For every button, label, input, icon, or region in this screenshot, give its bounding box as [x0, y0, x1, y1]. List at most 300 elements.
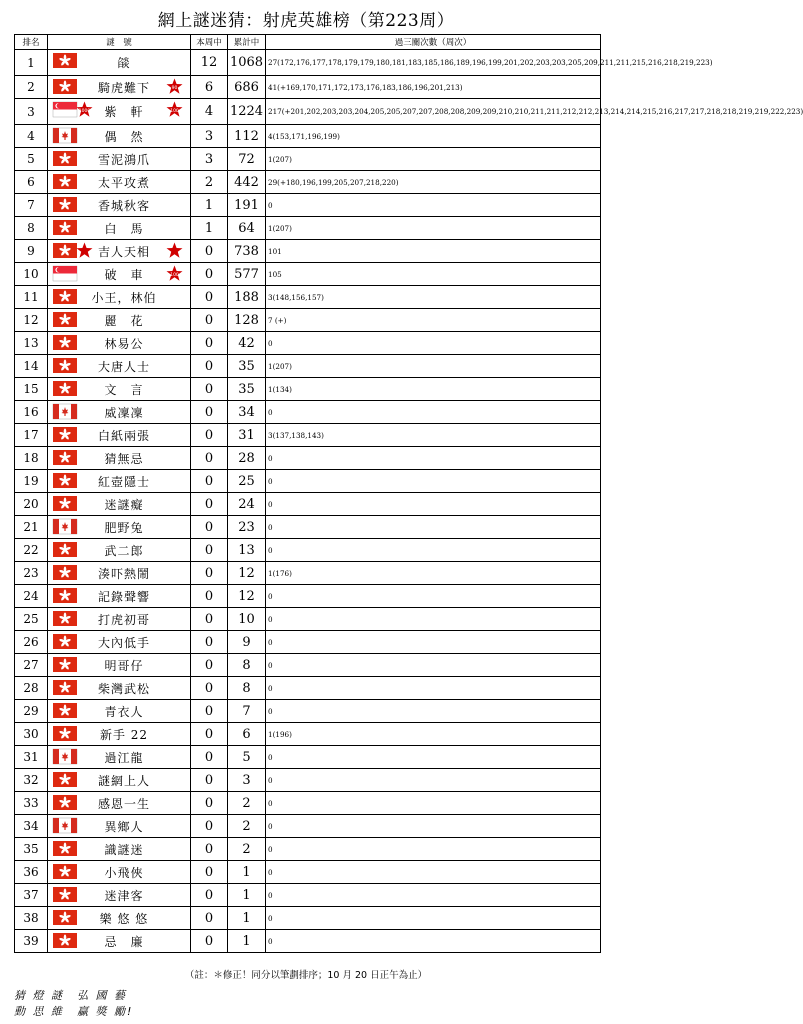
table-row — [15, 470, 601, 493]
record-cell: 3(137,138,143) — [266, 424, 601, 447]
total-hits-cell: 738 — [228, 240, 266, 263]
riddler-name: 感恩一生 — [97, 796, 150, 811]
table-row — [15, 424, 601, 447]
header-week: 本周中 — [191, 35, 228, 50]
record-cell: 1(207) — [266, 217, 601, 240]
total-hits-cell: 128 — [228, 309, 266, 332]
name-cell — [48, 378, 191, 401]
hong-kong-flag-icon — [53, 53, 77, 68]
table-row — [15, 217, 601, 240]
rank-cell: 26 — [15, 631, 48, 654]
week-hits-cell: 0 — [191, 723, 228, 746]
riddler-name: 樂 悠 悠 — [99, 911, 149, 926]
table-row — [15, 493, 601, 516]
rank-cell: 38 — [15, 907, 48, 930]
hong-kong-flag-icon — [53, 726, 77, 741]
header-name: 謎 號 — [48, 35, 191, 50]
record-cell: 0 — [266, 539, 601, 562]
week-hits-cell: 0 — [191, 746, 228, 769]
week-hits-cell: 6 — [191, 76, 228, 99]
total-hits-cell: 7 — [228, 700, 266, 723]
table-row — [15, 677, 601, 700]
hong-kong-flag-icon — [53, 79, 77, 94]
ranking-table — [14, 34, 803, 953]
name-cell — [48, 309, 191, 332]
record-cell: 1(207) — [266, 148, 601, 171]
hong-kong-flag-icon — [53, 795, 77, 810]
total-hits-cell: 12 — [228, 585, 266, 608]
week-hits-cell: 0 — [191, 263, 228, 286]
table-row — [15, 99, 601, 125]
record-cell: 0 — [266, 401, 601, 424]
table-row — [15, 378, 601, 401]
record-cell: 0 — [266, 907, 601, 930]
header-record: 過三關次數（周次） — [266, 35, 601, 50]
page-title: 網上謎迷猜：射虎英雄榜（第223周） — [157, 11, 455, 31]
hong-kong-flag-icon — [53, 772, 77, 787]
hong-kong-flag-icon — [53, 243, 77, 258]
name-cell — [48, 585, 191, 608]
table-row — [15, 884, 601, 907]
week-hits-cell: 0 — [191, 332, 228, 355]
rank-cell: 20 — [15, 493, 48, 516]
week-hits-cell: 0 — [191, 516, 228, 539]
award-star-icon — [166, 101, 183, 118]
hong-kong-flag-icon — [53, 542, 77, 557]
riddler-name: 吉人天相 — [97, 244, 150, 259]
total-hits-cell: 2 — [228, 792, 266, 815]
table-row — [15, 355, 601, 378]
record-cell: 4(153,171,196,199) — [266, 125, 601, 148]
table-row — [15, 447, 601, 470]
table-row — [15, 608, 601, 631]
riddler-name: 威凜凜 — [104, 405, 144, 420]
total-hits-cell: 2 — [228, 815, 266, 838]
table-row — [15, 930, 601, 953]
name-cell — [48, 99, 191, 125]
table-header-row — [15, 35, 601, 50]
total-hits-cell: 8 — [228, 654, 266, 677]
canada-flag-icon — [53, 128, 77, 143]
name-cell — [48, 562, 191, 585]
record-cell: 0 — [266, 861, 601, 884]
rank-cell: 3 — [15, 99, 48, 125]
riddler-name: 打虎初哥 — [97, 612, 150, 627]
name-cell — [48, 50, 191, 76]
hong-kong-flag-icon — [53, 335, 77, 350]
week-hits-cell: 1 — [191, 194, 228, 217]
week-hits-cell: 0 — [191, 539, 228, 562]
total-hits-cell: 5 — [228, 746, 266, 769]
total-hits-cell: 3 — [228, 769, 266, 792]
rank-cell: 34 — [15, 815, 48, 838]
name-cell — [48, 654, 191, 677]
table-row — [15, 585, 601, 608]
name-cell — [48, 171, 191, 194]
riddler-name: 迷津客 — [104, 888, 144, 903]
table-row — [15, 562, 601, 585]
name-cell — [48, 608, 191, 631]
rank-cell: 15 — [15, 378, 48, 401]
award-star-icon — [166, 265, 183, 282]
riddler-name: 太平攻煮 — [97, 175, 150, 190]
total-hits-cell: 34 — [228, 401, 266, 424]
week-hits-cell: 0 — [191, 792, 228, 815]
award-star-icon — [76, 242, 93, 259]
singapore-flag-icon — [53, 102, 77, 117]
rank-cell: 21 — [15, 516, 48, 539]
rank-cell: 8 — [15, 217, 48, 240]
riddler-name: 麗 花 — [104, 313, 144, 328]
hong-kong-flag-icon — [53, 864, 77, 879]
table-row — [15, 792, 601, 815]
total-hits-cell: 6 — [228, 723, 266, 746]
total-hits-cell: 2 — [228, 838, 266, 861]
total-hits-cell: 10 — [228, 608, 266, 631]
canada-flag-icon — [53, 519, 77, 534]
total-hits-cell: 1 — [228, 884, 266, 907]
rank-cell: 30 — [15, 723, 48, 746]
week-hits-cell: 4 — [191, 99, 228, 125]
hong-kong-flag-icon — [53, 933, 77, 948]
record-cell: 101 — [266, 240, 601, 263]
hong-kong-flag-icon — [53, 680, 77, 695]
riddler-name: 紫 軒 — [104, 105, 144, 119]
week-hits-cell: 0 — [191, 585, 228, 608]
record-cell: 1(196) — [266, 723, 601, 746]
week-hits-cell: 0 — [191, 470, 228, 493]
name-cell — [48, 240, 191, 263]
table-row — [15, 654, 601, 677]
rank-cell: 14 — [15, 355, 48, 378]
total-hits-cell: 686 — [228, 76, 266, 99]
svg-text:100: 100 — [170, 273, 179, 278]
week-hits-cell: 3 — [191, 148, 228, 171]
rank-cell: 16 — [15, 401, 48, 424]
name-cell — [48, 907, 191, 930]
total-hits-cell: 35 — [228, 378, 266, 401]
riddler-name: 青衣人 — [104, 704, 144, 719]
week-hits-cell: 0 — [191, 562, 228, 585]
riddler-name: 記錄聲響 — [97, 589, 150, 604]
table-row — [15, 861, 601, 884]
record-cell: 27(172,176,177,178,179,179,180,181,183,185,186,189,196,199,201,202,203,203,205,209,211,211,215,216,218,219,223) — [266, 50, 601, 76]
slogan-line-2: 動 思 維 贏 獎 勵! — [14, 1005, 134, 1018]
week-hits-cell: 0 — [191, 355, 228, 378]
rank-cell: 9 — [15, 240, 48, 263]
total-hits-cell: 1 — [228, 930, 266, 953]
record-cell: 0 — [266, 516, 601, 539]
svg-text:90: 90 — [171, 86, 178, 91]
week-hits-cell: 2 — [191, 171, 228, 194]
header-rank: 排名 — [15, 35, 48, 50]
riddler-name: 異鄉人 — [104, 819, 144, 834]
hong-kong-flag-icon — [53, 565, 77, 580]
record-cell: 41(+169,170,171,172,173,176,183,186,196,201,213) — [266, 76, 601, 99]
table-row — [15, 263, 601, 286]
rank-cell: 23 — [15, 562, 48, 585]
record-cell: 0 — [266, 493, 601, 516]
name-cell — [48, 539, 191, 562]
record-cell: 3(148,156,157) — [266, 286, 601, 309]
name-cell — [48, 263, 191, 286]
total-hits-cell: 8 — [228, 677, 266, 700]
total-hits-cell: 1224 — [228, 99, 266, 125]
name-cell — [48, 723, 191, 746]
slogan-line-1: 猜 燈 謎 弘 國 藝 — [14, 989, 127, 1002]
name-cell — [48, 930, 191, 953]
total-hits-cell: 24 — [228, 493, 266, 516]
week-hits-cell: 0 — [191, 240, 228, 263]
table-row — [15, 309, 601, 332]
week-hits-cell: 0 — [191, 654, 228, 677]
week-hits-cell: 0 — [191, 286, 228, 309]
rank-cell: 1 — [15, 50, 48, 76]
record-cell: 0 — [266, 631, 601, 654]
riddler-name: 柴灣武松 — [97, 681, 150, 696]
total-hits-cell: 112 — [228, 125, 266, 148]
week-hits-cell: 0 — [191, 309, 228, 332]
riddler-name: 香城秋客 — [97, 198, 150, 213]
name-cell — [48, 424, 191, 447]
record-cell: 105 — [266, 263, 601, 286]
name-cell — [48, 447, 191, 470]
record-cell: 0 — [266, 332, 601, 355]
total-hits-cell: 42 — [228, 332, 266, 355]
hong-kong-flag-icon — [53, 910, 77, 925]
riddler-name: 迷謎癡 — [104, 497, 144, 512]
table-row — [15, 907, 601, 930]
rank-cell: 13 — [15, 332, 48, 355]
riddler-name: 肥野兔 — [104, 520, 144, 535]
canada-flag-icon — [53, 818, 77, 833]
hong-kong-flag-icon — [53, 151, 77, 166]
name-cell — [48, 700, 191, 723]
footnote: （註：＊修正！同分以筆劃排序；10 月 20 日正午為止） — [184, 970, 428, 981]
total-hits-cell: 64 — [228, 217, 266, 240]
week-hits-cell: 0 — [191, 930, 228, 953]
svg-text:100: 100 — [170, 109, 179, 114]
record-cell: 0 — [266, 470, 601, 493]
name-cell — [48, 355, 191, 378]
rank-cell: 11 — [15, 286, 48, 309]
record-cell: 7 (+) — [266, 309, 601, 332]
table-row — [15, 50, 601, 76]
table-row — [15, 148, 601, 171]
name-cell — [48, 493, 191, 516]
hong-kong-flag-icon — [53, 588, 77, 603]
name-cell — [48, 838, 191, 861]
total-hits-cell: 1 — [228, 907, 266, 930]
week-hits-cell: 0 — [191, 677, 228, 700]
rank-cell: 36 — [15, 861, 48, 884]
riddler-name: 識謎迷 — [104, 842, 144, 857]
record-cell: 0 — [266, 677, 601, 700]
total-hits-cell: 31 — [228, 424, 266, 447]
rank-cell: 29 — [15, 700, 48, 723]
hong-kong-flag-icon — [53, 358, 77, 373]
riddler-name: 小飛俠 — [104, 865, 144, 880]
hong-kong-flag-icon — [53, 289, 77, 304]
rank-cell: 24 — [15, 585, 48, 608]
rank-cell: 4 — [15, 125, 48, 148]
hong-kong-flag-icon — [53, 496, 77, 511]
table-row — [15, 539, 601, 562]
total-hits-cell: 9 — [228, 631, 266, 654]
table-row — [15, 125, 601, 148]
name-cell — [48, 401, 191, 424]
rank-cell: 28 — [15, 677, 48, 700]
hong-kong-flag-icon — [53, 473, 77, 488]
table-row — [15, 631, 601, 654]
record-cell: 0 — [266, 884, 601, 907]
total-hits-cell: 577 — [228, 263, 266, 286]
name-cell — [48, 815, 191, 838]
riddler-name: 破 車 — [104, 267, 144, 282]
name-cell — [48, 470, 191, 493]
hong-kong-flag-icon — [53, 381, 77, 396]
total-hits-cell: 13 — [228, 539, 266, 562]
name-cell — [48, 861, 191, 884]
riddler-name: 林易公 — [104, 336, 144, 351]
rank-cell: 19 — [15, 470, 48, 493]
canada-flag-icon — [53, 749, 77, 764]
rank-cell: 5 — [15, 148, 48, 171]
record-cell: 0 — [266, 930, 601, 953]
rank-cell: 31 — [15, 746, 48, 769]
table-row — [15, 815, 601, 838]
rank-cell: 32 — [15, 769, 48, 792]
name-cell — [48, 884, 191, 907]
week-hits-cell: 0 — [191, 447, 228, 470]
hong-kong-flag-icon — [53, 611, 77, 626]
riddler-name: 白 馬 — [104, 221, 144, 236]
riddler-name: 白紙兩張 — [97, 428, 150, 443]
hong-kong-flag-icon — [53, 312, 77, 327]
record-cell: 0 — [266, 746, 601, 769]
total-hits-cell: 1 — [228, 861, 266, 884]
week-hits-cell: 0 — [191, 493, 228, 516]
total-hits-cell: 23 — [228, 516, 266, 539]
hong-kong-flag-icon — [53, 197, 77, 212]
name-cell — [48, 76, 191, 99]
name-cell — [48, 631, 191, 654]
table-row — [15, 746, 601, 769]
name-cell — [48, 194, 191, 217]
rank-cell: 18 — [15, 447, 48, 470]
week-hits-cell: 0 — [191, 424, 228, 447]
record-cell: 217(+201,202,203,203,204,205,205,207,207,208,208,209,209,210,210,211,211,212,212,213,214,214,215,216,217,217,218,218,219,219,222,223) — [266, 99, 601, 125]
week-hits-cell: 0 — [191, 815, 228, 838]
name-cell — [48, 769, 191, 792]
name-cell — [48, 125, 191, 148]
riddler-name: 小王，林伯 — [91, 290, 157, 305]
riddler-name: 過江龍 — [104, 750, 144, 765]
canada-flag-icon — [53, 404, 77, 419]
week-hits-cell: 0 — [191, 769, 228, 792]
rank-cell: 27 — [15, 654, 48, 677]
riddler-name: 雪泥鴻爪 — [97, 152, 150, 167]
name-cell — [48, 516, 191, 539]
award-star-icon — [166, 242, 183, 259]
riddler-name: 大內低手 — [97, 635, 150, 650]
table-row — [15, 723, 601, 746]
record-cell: 0 — [266, 654, 601, 677]
header-total: 累計中 — [228, 35, 266, 50]
record-cell: 29(+180,196,199,205,207,218,220) — [266, 171, 601, 194]
total-hits-cell: 191 — [228, 194, 266, 217]
week-hits-cell: 0 — [191, 884, 228, 907]
record-cell: 0 — [266, 769, 601, 792]
riddler-name: 騎虎難下 — [97, 80, 150, 95]
name-cell — [48, 792, 191, 815]
rank-cell: 37 — [15, 884, 48, 907]
riddler-name: 謎網上人 — [97, 773, 150, 788]
riddler-name: 猜無忌 — [104, 451, 144, 466]
week-hits-cell: 3 — [191, 125, 228, 148]
riddler-name: 文 言 — [104, 382, 144, 397]
record-cell: 1(176) — [266, 562, 601, 585]
name-cell — [48, 677, 191, 700]
singapore-flag-icon — [53, 266, 77, 281]
rank-cell: 2 — [15, 76, 48, 99]
riddler-name: 燄 — [117, 56, 131, 70]
week-hits-cell: 0 — [191, 907, 228, 930]
record-cell: 0 — [266, 792, 601, 815]
total-hits-cell: 28 — [228, 447, 266, 470]
rank-cell: 7 — [15, 194, 48, 217]
record-cell: 0 — [266, 608, 601, 631]
riddler-name: 武二郎 — [104, 543, 144, 558]
table-row — [15, 401, 601, 424]
riddler-name: 忌 廉 — [104, 934, 144, 949]
riddler-name: 紅壺隱士 — [97, 474, 150, 489]
rank-cell: 33 — [15, 792, 48, 815]
hong-kong-flag-icon — [53, 427, 77, 442]
table-row — [15, 171, 601, 194]
record-cell: 0 — [266, 585, 601, 608]
record-cell: 0 — [266, 194, 601, 217]
rank-cell: 39 — [15, 930, 48, 953]
hong-kong-flag-icon — [53, 450, 77, 465]
week-hits-cell: 0 — [191, 401, 228, 424]
table-row — [15, 332, 601, 355]
week-hits-cell: 12 — [191, 50, 228, 76]
award-star-icon — [166, 78, 183, 95]
rank-cell: 35 — [15, 838, 48, 861]
total-hits-cell: 188 — [228, 286, 266, 309]
name-cell — [48, 286, 191, 309]
rank-cell: 12 — [15, 309, 48, 332]
week-hits-cell: 0 — [191, 838, 228, 861]
total-hits-cell: 442 — [228, 171, 266, 194]
total-hits-cell: 72 — [228, 148, 266, 171]
week-hits-cell: 1 — [191, 217, 228, 240]
table-row — [15, 769, 601, 792]
table-row — [15, 286, 601, 309]
record-cell: 1(134) — [266, 378, 601, 401]
rank-cell: 10 — [15, 263, 48, 286]
table-row — [15, 240, 601, 263]
riddler-name: 湊吓熱鬧 — [97, 566, 150, 581]
record-cell: 0 — [266, 700, 601, 723]
rank-cell: 17 — [15, 424, 48, 447]
hong-kong-flag-icon — [53, 657, 77, 672]
hong-kong-flag-icon — [53, 841, 77, 856]
table-row — [15, 194, 601, 217]
name-cell — [48, 746, 191, 769]
riddler-name: 新手 22 — [99, 727, 149, 742]
